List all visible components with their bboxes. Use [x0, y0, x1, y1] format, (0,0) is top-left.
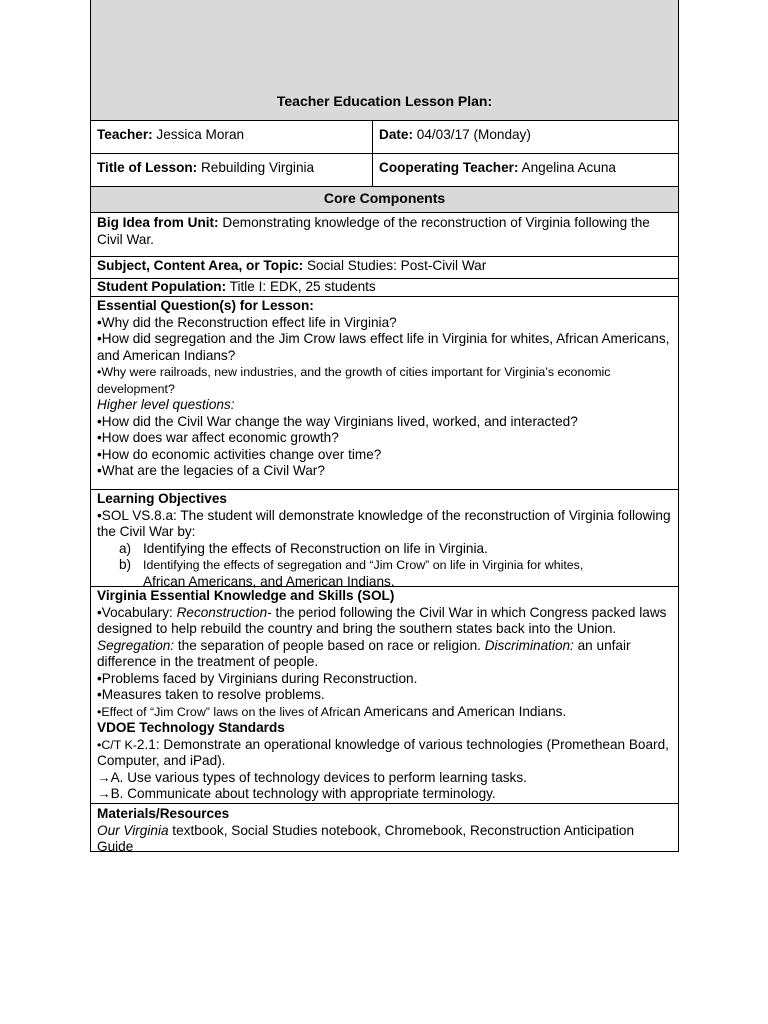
lesson-title-label: Title of Lesson: [97, 160, 198, 175]
population-row [90, 279, 679, 297]
essential-questions-row [90, 297, 679, 490]
objective-b-marker: b) [119, 557, 132, 572]
date-value: 04/03/17 (Monday) [413, 127, 531, 142]
objective-b-body [143, 557, 672, 590]
sol-label: Virginia Essential Knowledge and Skills (SOL) [97, 588, 395, 603]
title-row [90, 0, 679, 121]
tech-standard-b: →B. Communicate about technology with appropriate terminology. [97, 786, 496, 801]
sol-item-2: •Measures taken to resolve problems. [97, 687, 325, 702]
teacher-date-row [90, 121, 679, 154]
materials-book: Our Virginia [97, 822, 169, 838]
objective-a-text: Identifying the effects of Reconstruction on life in Virginia. [143, 540, 488, 556]
date-cell [373, 121, 678, 153]
vocab-def-discrimination: an unfair difference in the treatment of people. [97, 637, 631, 669]
higher-question-4: •What are the legacies of a Civil War? [97, 463, 325, 478]
higher-question-1: •How did the Civil War change the way Virginians lived, worked, and interacted? [97, 413, 578, 429]
vocab-def-segregation: the separation of people based on race or religion. [174, 637, 485, 653]
vocab-term-discrimination: Discrimination: [484, 637, 574, 653]
subject-row [90, 257, 679, 279]
tech-standard-1-part-a: •C/T K- [97, 737, 137, 752]
sol-item-3-part-b: an Americans and American Indians. [345, 703, 567, 719]
objective-a-marker: a) [119, 540, 132, 556]
subject-label: Subject, Content Area, or Topic: [97, 258, 304, 273]
vocab-prefix: •Vocabulary: [97, 604, 177, 620]
vocabulary-block [97, 605, 672, 671]
materials-row [90, 804, 679, 852]
tech-standard-a: →A. Use various types of technology devices to perform learning tasks. [97, 769, 527, 785]
objective-a [97, 541, 672, 558]
tech-standard-1-part-b: 2.1: Demonstrate an operational knowledge of various technologies (Promethean Board, Computer, and iPad). [97, 736, 669, 768]
higher-question-3: •How do economic activities change over time? [97, 446, 382, 462]
materials-rest: textbook, Social Studies notebook, Chromebook, Reconstruction Anticipation Guide [97, 822, 635, 854]
vocab-term-reconstruction: Reconstruction [176, 604, 268, 620]
essential-questions-label: Essential Question(s) for Lesson: [97, 298, 314, 313]
subject-value: Social Studies: Post-Civil War [303, 258, 487, 273]
big-idea-label: Big Idea from Unit: [97, 215, 219, 230]
title-cooperating-row [90, 154, 679, 187]
date-label: Date: [379, 127, 413, 142]
big-idea-value: Demonstrating knowledge of the reconstruction of Virginia following the Civil War. [97, 215, 650, 247]
materials-text [97, 823, 672, 856]
big-idea-row [90, 213, 679, 257]
core-components-header: Core Components [90, 187, 679, 213]
population-label: Student Population: [97, 279, 227, 294]
lesson-title-value: Rebuilding Virginia [197, 160, 315, 175]
cooperating-teacher-value: Angelina Acuna [518, 160, 616, 175]
teacher-value: Jessica Moran [152, 127, 245, 142]
sol-row [90, 587, 679, 804]
objective-b-text-1: Identifying the effects of segregation and “Jim Crow” on life in Virginia for whites, [143, 558, 584, 572]
objective-b [97, 557, 672, 590]
vocab-def-reconstruction: - the period following the Civil War in which Congress packed laws designed to help rebuild the country and bring the southern states back into the Union. [97, 604, 667, 636]
teacher-cell [91, 121, 373, 153]
sol-item-3 [97, 704, 672, 721]
vocab-term-segregation: Segregation: [97, 637, 175, 653]
higher-level-label: Higher level questions: [97, 397, 235, 412]
learning-objectives-intro: •SOL VS.8.a: The student will demonstrate knowledge of the reconstruction of Virginia following the Civil War by: [97, 507, 671, 539]
cooperating-teacher-cell [373, 154, 678, 186]
higher-question-2: •How does war affect economic growth? [97, 430, 339, 445]
learning-objectives-row [90, 490, 679, 587]
sol-item-3-part-a: •Effect of “Jim Crow” laws on the lives of Afric [97, 704, 346, 719]
population-value: Title I: EDK, 25 students [226, 279, 376, 294]
learning-objectives-label: Learning Objectives [97, 491, 227, 506]
lesson-title-cell [91, 154, 373, 186]
tech-standard-1 [97, 737, 672, 770]
materials-label: Materials/Resources [97, 806, 230, 821]
cooperating-teacher-label: Cooperating Teacher: [379, 160, 519, 175]
objective-b-text-2: African Americans, and American Indians. [143, 573, 395, 589]
tech-standards-label: VDOE Technology Standards [97, 720, 285, 735]
teacher-label: Teacher: [97, 127, 153, 142]
essential-question-3: •Why were railroads, new industries, and the growth of cities important for Virginia’s economic development? [97, 365, 611, 396]
essential-question-1: •Why did the Reconstruction effect life in Virginia? [97, 314, 397, 330]
sol-item-1: •Problems faced by Virginians during Reconstruction. [97, 670, 418, 686]
lesson-plan-table [90, 0, 679, 852]
page-title: Teacher Education Lesson Plan: [276, 93, 493, 109]
essential-question-2: •How did segregation and the Jim Crow laws effect life in Virginia for whites, African Americans, and American Indians? [97, 331, 670, 363]
